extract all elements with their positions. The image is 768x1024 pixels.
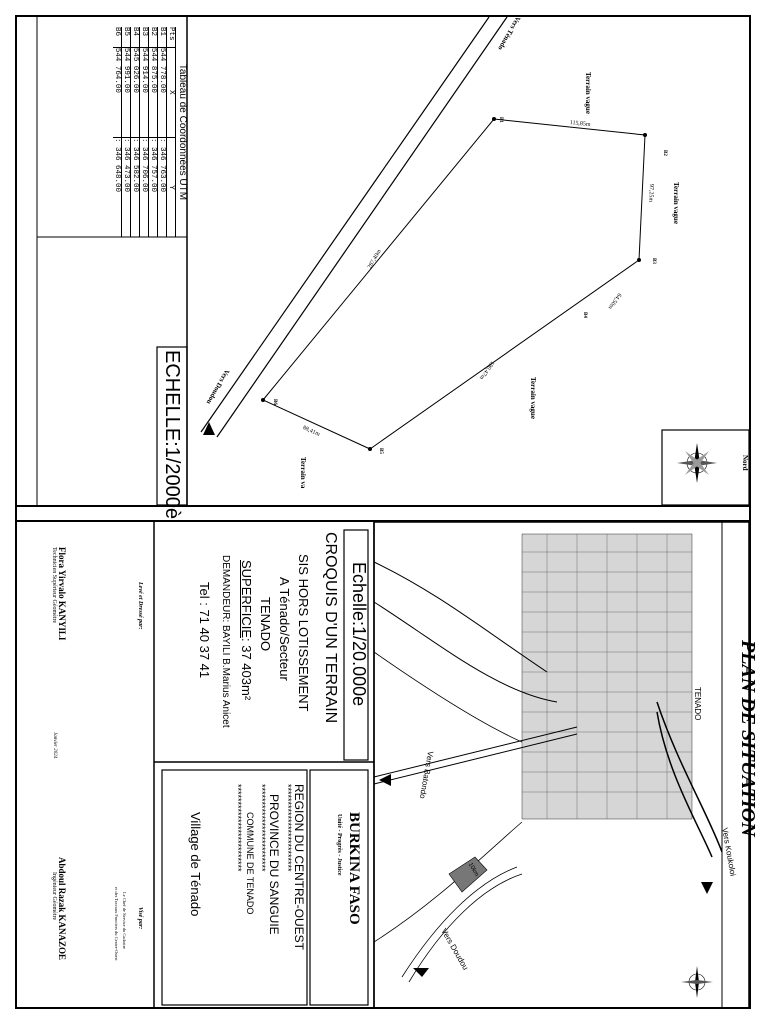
distance-label: 287,40m (367, 248, 383, 270)
distance-label: 97,25m (647, 183, 654, 203)
vise-par-label: Visé par: (137, 907, 143, 930)
terrain-label: Terrain va (299, 457, 307, 489)
table-cell: 544 991.00 (122, 48, 130, 138)
terrain-label: Terrain vague (672, 182, 680, 224)
terrain-label: Terrain vague (584, 72, 592, 114)
date-label: Janvier 2024 (52, 732, 57, 759)
road-label-doudou: Vers Doudou (204, 368, 231, 406)
table-cell: : 346 648.00 (113, 137, 121, 192)
village-line: Village de Ténado (188, 812, 203, 917)
map-label-koukoloi: Vers Koukoloi (720, 827, 738, 877)
map-title: PLAN DE SITUATION (737, 640, 759, 837)
stars-line: ************************* (257, 784, 267, 872)
table-row (157, 27, 166, 237)
demandeur-line: DEMANDEUR: BAYILI B.Marius Anicet (220, 555, 231, 728)
surveyor-title: Technicien Supérieur Géomètre (51, 547, 57, 624)
commune-line: COMMUNE DE TENADO (245, 812, 255, 915)
parcel-outline (263, 119, 645, 449)
stars-line: ************************* (233, 784, 243, 872)
coordinates-table (113, 27, 189, 237)
coordinates-table-title: Tableau de Coordonnées UTM (175, 27, 189, 237)
stars-line: ************************* (283, 784, 293, 872)
vertex-label: B4 (582, 312, 587, 318)
town-line: TENADO (258, 597, 273, 652)
vertex-label: B5 (378, 448, 383, 454)
table-cell: 545 026.00 (131, 48, 139, 138)
table-row (148, 27, 157, 237)
vertex-label: B2 (662, 150, 667, 156)
map-label-batondo: Vers Batondo (417, 750, 435, 800)
superficie-label: SUPERFICIE (239, 560, 254, 639)
table-cell: B3 (140, 27, 148, 48)
table-cell: : 346 757.00 (149, 137, 157, 192)
table-cell: B6 (113, 27, 121, 48)
distance-label: 64,50m (606, 291, 622, 310)
distance-label: 190,47m (477, 359, 495, 381)
table-row (139, 27, 148, 237)
vertex-label: B6 (272, 399, 277, 405)
chef-line: et des Travaux Fonciers du Centre-Ouest (114, 887, 119, 961)
sis-line: SIS HORS LOTISSEMENT (296, 554, 311, 712)
distance-label: 115,85m (569, 120, 591, 129)
road-label-tenado: Vers Ténado (496, 15, 522, 52)
engineer-name: Abdoul Razak KANAZOE (57, 857, 67, 961)
table-cell: B1 (158, 27, 166, 48)
north-label: Nord (741, 455, 749, 471)
chef-line: Le Chef de Service du Cadastre (122, 892, 127, 950)
motto: Unité - Progrès - Justice (336, 814, 342, 876)
tel-line: Tel : 71 40 37 41 (197, 582, 212, 679)
table-cell: : 346 706.00 (140, 137, 148, 192)
table-cell: B5 (122, 27, 130, 48)
map-label-doudou: Vers Doudou (439, 927, 471, 972)
province-line: PROVINCE DU SANGUIE (267, 794, 281, 935)
distance-label: 88,41m (301, 425, 321, 438)
table-cell: 544 875.00 (149, 48, 157, 138)
engineer-title: Ingénieur Géomètre (51, 872, 57, 921)
table-header: X (167, 48, 175, 138)
table-cell: : 346 582.00 (131, 137, 139, 192)
table-row (113, 27, 121, 237)
map-label-tenado: TENADO (693, 687, 702, 721)
cadastral-plan-band (17, 15, 749, 520)
location-line: A Ténado/Secteur (277, 577, 292, 681)
croquis-title: CROQUIS D'UN TERRAIN (322, 532, 339, 724)
table-cell: B2 (149, 27, 157, 48)
echelle-label: Echelle:1/20.000e (349, 562, 369, 707)
leve-par-label: Levé et Dressé par: (137, 582, 143, 630)
plan-sheet (15, 15, 759, 1009)
table-cell: 544 914.00 (140, 48, 148, 138)
map-label-distance: 10km (466, 862, 480, 878)
table-cell: B4 (131, 27, 139, 48)
table-cell: : 346 473.00 (122, 137, 130, 192)
table-cell: 544 778.00 (158, 48, 166, 138)
table-cell: 544 764.00 (113, 48, 121, 138)
terrain-label: Terrain vague (529, 377, 537, 419)
country-title: BURKINA FASO (346, 812, 362, 925)
scale-text: ECHELLE:1/2000è (161, 350, 183, 520)
location-plan-band (17, 520, 759, 1011)
vertex-label: B3 (651, 258, 656, 264)
table-header: Pts (167, 27, 175, 48)
table-row (121, 27, 130, 237)
table-row (130, 27, 139, 237)
region-line: REGION DU CENTRE-OUEST (292, 784, 306, 951)
table-cell: : 346 763.00 (158, 137, 166, 192)
table-header: Y (167, 185, 175, 190)
surveyor-name: Flora Yirvalo KANYILI (57, 547, 67, 641)
superficie-line (239, 560, 254, 700)
vertex-label: B1 (498, 117, 503, 123)
superficie-value: : 37 403m² (239, 638, 254, 701)
